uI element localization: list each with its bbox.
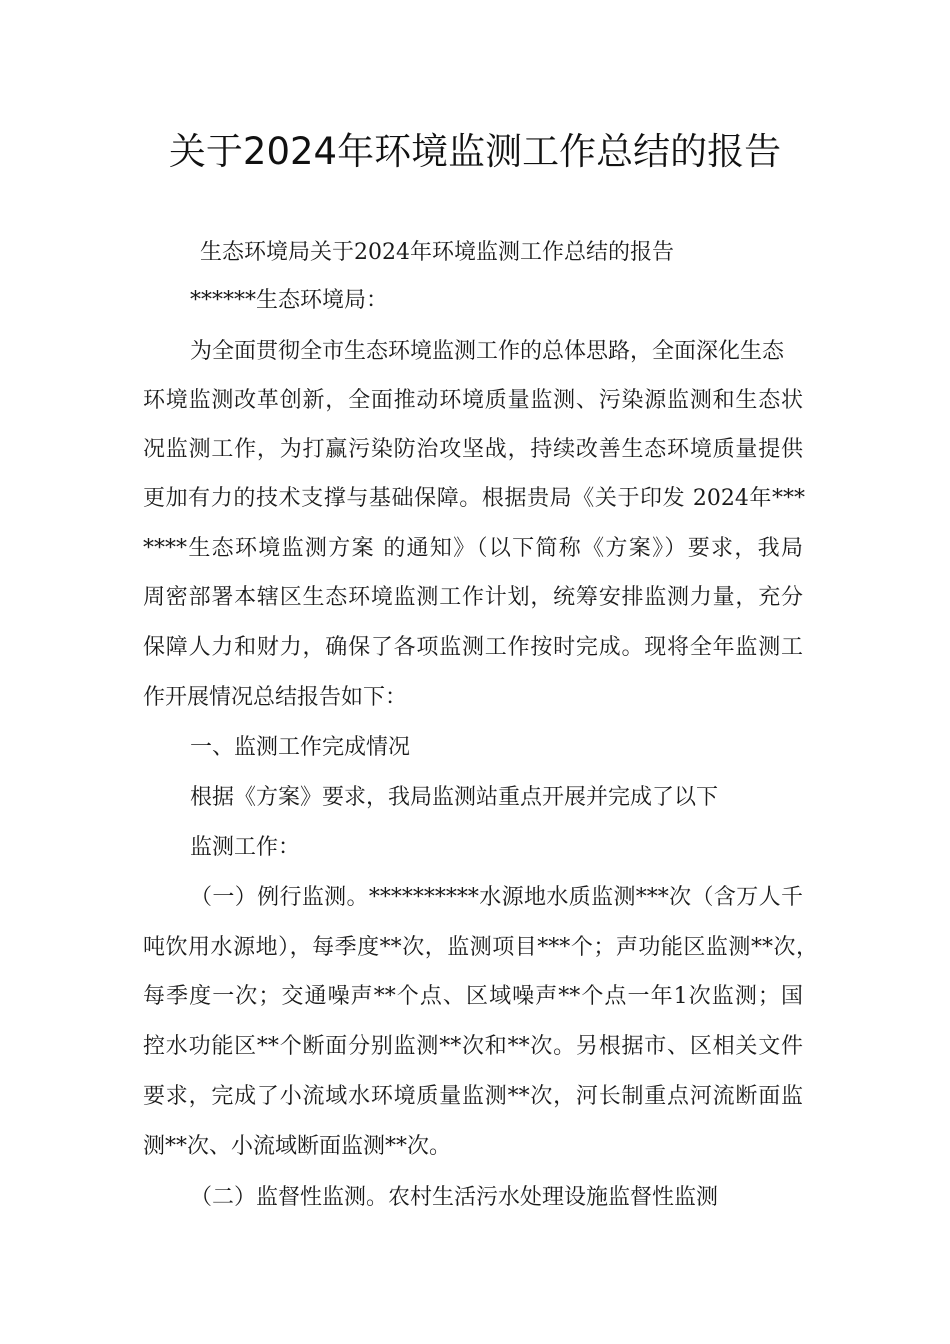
document-title: 关于2024年环境监测工作总结的报告 <box>168 130 782 173</box>
paragraph-line: （一）例行监测。**********水源地水质监测***次（含万人千 <box>190 885 803 910</box>
section-heading: 一、监测工作完成情况 <box>190 735 411 760</box>
paragraph-line: （二）监督性监测。农村生活污水处理设施监督性监测 <box>190 1185 719 1210</box>
paragraph-line: 测**次、小流域断面监测**次。 <box>143 1134 452 1159</box>
paragraph-line: 更加有力的技术支撑与基础保障。根据贵局《关于印发 2024年*** <box>143 486 805 511</box>
paragraph-line: 作开展情况总结报告如下： <box>143 685 408 710</box>
paragraph-line: 每季度一次；交通噪声**个点、区域噪声**个点一年1次监测；国 <box>143 984 803 1009</box>
paragraph-line: 为全面贯彻全市生态环境监测工作的总体思路，全面深化生态 <box>190 339 785 364</box>
paragraph-line: 周密部署本辖区生态环境监测工作计划，统筹安排监测力量，充分 <box>143 585 803 610</box>
report-subtitle-line: 生态环境局关于2024年环境监测工作总结的报告 <box>200 240 674 265</box>
paragraph-line: 环境监测改革创新，全面推动环境质量监测、污染源监测和生态状 <box>143 388 803 413</box>
paragraph-line: 况监测工作，为打赢污染防治攻坚战，持续改善生态环境质量提供 <box>143 437 803 462</box>
addressee-line: ******生态环境局： <box>190 288 389 313</box>
paragraph-line: ****生态环境监测方案 的通知》（以下简称《方案》）要求，我局 <box>143 536 803 561</box>
paragraph-line: 吨饮用水源地），每季度**次，监测项目***个；声功能区监测**次， <box>143 935 818 960</box>
paragraph-line: 保障人力和财力，确保了各项监测工作按时完成。现将全年监测工 <box>143 635 803 660</box>
paragraph-line: 监测工作： <box>190 835 301 860</box>
paragraph-line: 控水功能区**个断面分别监测**次和**次。另根据市、区相关文件 <box>143 1034 803 1059</box>
paragraph-line: 要求，完成了小流域水环境质量监测**次，河长制重点河流断面监 <box>143 1084 803 1109</box>
paragraph-line: 根据《方案》要求，我局监测站重点开展并完成了以下 <box>190 785 719 810</box>
